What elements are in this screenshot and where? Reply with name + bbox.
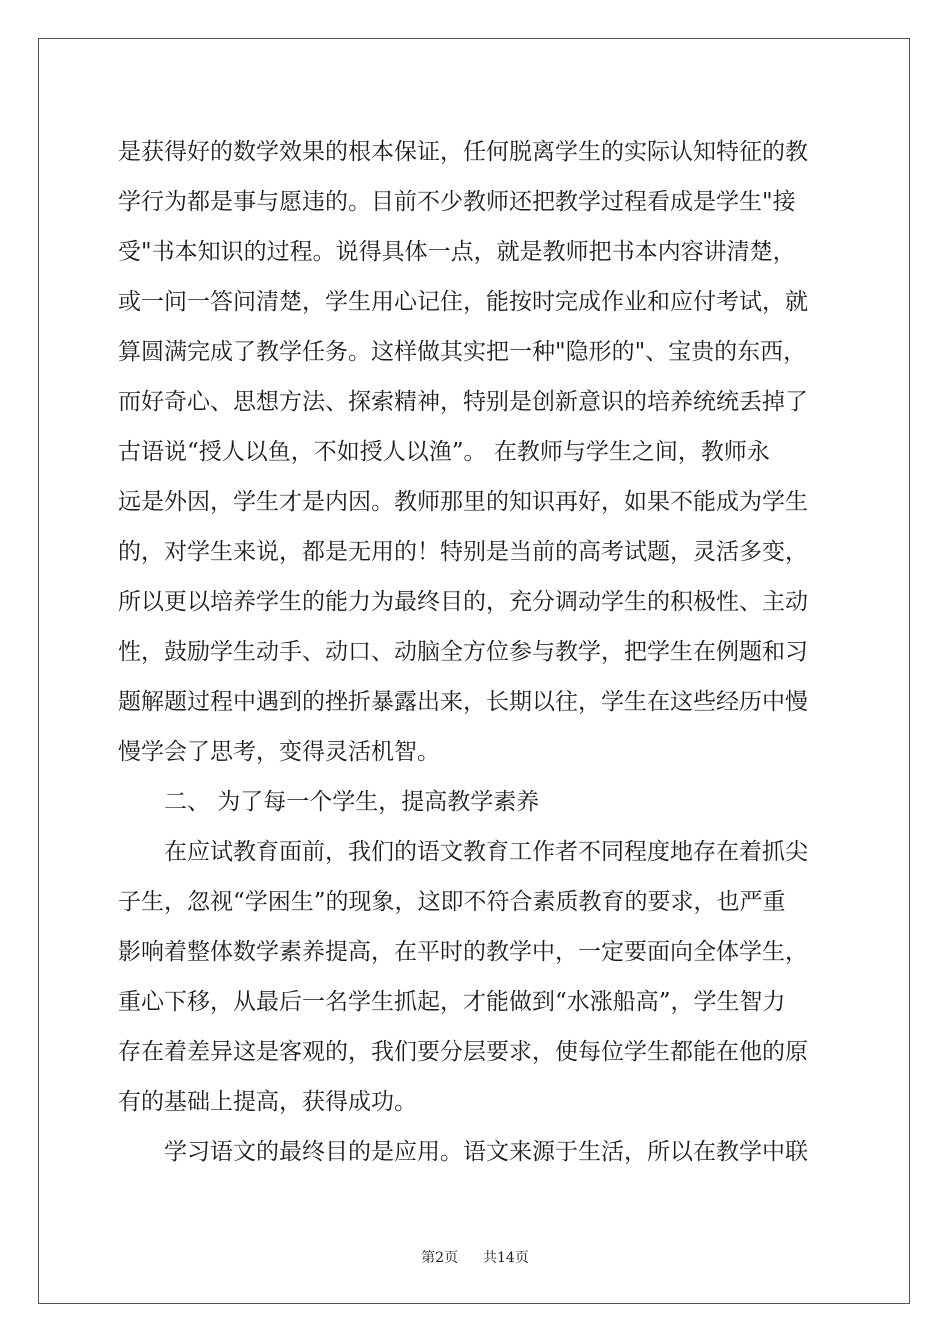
text-line: 所以更以培养学生的能力为最终目的，充分调动学生的积极性、主动 [118,589,808,615]
text-line: 重心下移，从最后一名学生抓起，才能做到“水涨船高”，学生智力 [118,989,786,1015]
text-line: 算圆满完成了教学任务。这样做其实把一种"隐形的"、宝贵的东西， [118,339,807,365]
text-line: 是获得好的数学效果的根本保证，任何脱离学生的实际认知特征的教 [118,139,808,165]
text-line: 子生，忽视“学困生”的现象，这即不符合素质教育的要求，也严重 [118,889,786,915]
text-line: 题解题过程中遇到的挫折暴露出来，长期以往，学生在这些经历中慢 [118,689,808,715]
text-line: 存在着差异这是客观的，我们要分层要求，使每位学生都能在他的原 [118,1039,808,1065]
body-text [118,127,838,1177]
page-number: 第2页 [421,1250,459,1266]
section-heading: 二、 为了每一个学生，提高教学素养 [164,789,540,815]
text-line: 慢学会了思考，变得灵活机智。 [118,739,440,765]
text-line: 学行为都是事与愿违的。目前不少教师还把教学过程看成是学生"接 [118,189,796,215]
text-line: 有的基础上提高，获得成功。 [118,1089,417,1115]
text-line: 或一问一答问清楚，学生用心记住，能按时完成作业和应付考试，就 [118,289,808,315]
page-footer [0,1247,950,1267]
text-line: 学习语文的最终目的是应用。语文来源于生活，所以在教学中联 [164,1139,808,1165]
text-line: 性，鼓励学生动手、动口、动脑全方位参与教学，把学生在例题和习 [118,639,808,665]
text-line: 在应试教育面前，我们的语文教育工作者不同程度地存在着抓尖 [164,839,808,865]
text-line: 影响着整体数学素养提高，在平时的教学中，一定要面向全体学生， [118,939,808,965]
page-total: 共14页 [483,1250,529,1266]
text-line: 远是外因，学生才是内因。教师那里的知识再好，如果不能成为学生 [118,489,808,515]
text-line: 的，对学生来说，都是无用的！特别是当前的高考试题，灵活多变， [118,539,808,565]
text-line: 古语说“授人以鱼，不如授人以渔”。 在教师与学生之间，教师永 [118,439,770,465]
text-line: 而好奇心、思想方法、探索精神，特别是创新意识的培养统统丢掉了 [118,389,808,415]
text-line: 受"书本知识的过程。说得具体一点，就是教师把书本内容讲清楚， [118,239,796,265]
